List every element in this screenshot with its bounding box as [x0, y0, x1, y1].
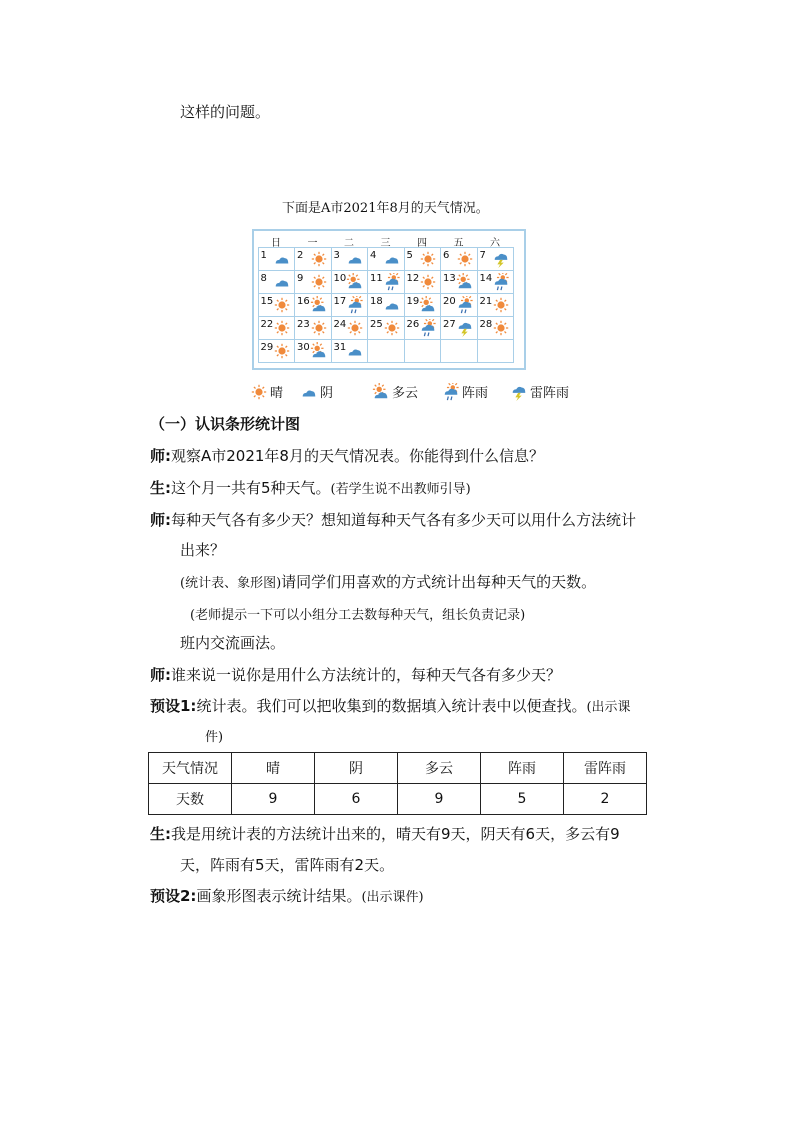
calendar-cell	[477, 270, 515, 294]
cloud-icon	[300, 383, 318, 401]
legend-label: 雷阵雨	[530, 386, 570, 401]
speaker: 生:	[150, 479, 171, 497]
calendar-caption: 下面是A市2021年8月的天气情况。	[282, 201, 489, 216]
thunderstorm-icon	[492, 250, 510, 268]
speaker: 生:	[150, 825, 171, 843]
thunderstorm-icon	[456, 319, 474, 337]
shower-icon	[383, 273, 401, 291]
day-number: 12	[406, 272, 420, 284]
table-header-cell: 多云	[398, 753, 481, 784]
day-number: 6	[443, 249, 450, 261]
teacher-line-2	[150, 510, 636, 530]
legend-item	[442, 382, 488, 401]
table-cell: 天数	[149, 784, 232, 815]
table-row	[149, 784, 647, 815]
day-number: 9	[297, 272, 304, 284]
day-number: 25	[370, 319, 383, 331]
calendar-cell	[367, 339, 405, 363]
line-text: 我是用统计表的方法统计出来的，晴天有9天，阴天有6天，多云有9	[171, 825, 620, 843]
calendar-cell	[331, 247, 369, 271]
calendar-cell	[294, 293, 332, 317]
shower-icon	[419, 319, 437, 337]
sun-icon	[492, 319, 510, 337]
calendar-cell	[404, 339, 442, 363]
day-number: 11	[370, 272, 383, 284]
calendar-cell	[258, 270, 296, 294]
calendar-cell	[331, 339, 369, 363]
calendar-cell	[477, 339, 515, 363]
partly-cloudy-icon	[310, 342, 328, 360]
preset-1-note-cont: 件)	[205, 730, 224, 745]
preset-1	[150, 696, 631, 718]
day-number: 3	[333, 249, 340, 261]
day-number: 30	[297, 342, 310, 354]
line-note: (若学生说不出教师引导)	[330, 482, 471, 497]
sun-icon	[492, 296, 510, 314]
table-header-cell: 天气情况	[149, 753, 232, 784]
preset-label: 预设1:	[150, 697, 197, 715]
day-number: 15	[260, 295, 274, 307]
day-number: 26	[406, 319, 420, 331]
day-number: 28	[479, 319, 493, 331]
day-number: 1	[260, 249, 267, 261]
cloud-icon	[383, 296, 401, 314]
day-number: 31	[333, 342, 347, 354]
day-number: 13	[443, 272, 456, 284]
day-number: 16	[297, 295, 310, 307]
line-text: 谁来说一说你是用什么方法统计的，每种天气各有多少天？	[171, 666, 562, 684]
shower-icon	[442, 383, 460, 401]
weekday-header: 二	[344, 238, 354, 249]
calendar-cell	[294, 316, 332, 340]
sun-icon	[273, 342, 291, 360]
teacher-line-1	[150, 446, 544, 466]
legend-label: 阴	[320, 386, 334, 401]
sun-icon	[310, 250, 328, 268]
table-header-cell: 阴	[315, 753, 398, 784]
table-cell: 9	[398, 784, 481, 815]
table-header-cell: 晴	[232, 753, 315, 784]
legend-item	[372, 382, 418, 401]
legend-item	[510, 382, 569, 401]
student-line-1	[150, 478, 471, 500]
cloud-icon	[383, 250, 401, 268]
day-number: 17	[333, 295, 347, 307]
calendar-cell	[367, 293, 405, 317]
legend-label: 阵雨	[462, 386, 489, 401]
day-number: 24	[333, 319, 347, 331]
cloud-icon	[273, 273, 291, 291]
cloud-icon	[273, 250, 291, 268]
weekday-header: 四	[417, 238, 427, 249]
table-header-row	[149, 753, 647, 784]
speaker: 师:	[150, 511, 171, 529]
calendar-cell	[331, 316, 369, 340]
calendar-cell	[477, 293, 515, 317]
preset-2	[150, 886, 424, 908]
calendar-cell	[477, 316, 515, 340]
calendar-cell	[404, 247, 442, 271]
weekday-header: 六	[490, 238, 500, 249]
calendar-cell	[440, 293, 478, 317]
line-text: 每种天气各有多少天？想知道每种天气各有多少天可以用什么方法统计	[171, 511, 637, 529]
day-number: 29	[260, 342, 274, 354]
teacher-line-2-cont: 出来？	[180, 541, 226, 559]
calendar-cell	[331, 270, 369, 294]
line-text: 统计表。我们可以把收集到的数据填入统计表中以便查找。	[196, 697, 587, 715]
calendar-cell	[367, 270, 405, 294]
sun-icon	[419, 273, 437, 291]
shower-icon	[456, 296, 474, 314]
table-header-cell: 雷阵雨	[564, 753, 647, 784]
sun-icon	[383, 319, 401, 337]
intro-line: 这样的问题。	[180, 103, 271, 121]
weekday-header: 五	[453, 238, 464, 249]
cloud-icon	[346, 342, 364, 360]
legend-item	[250, 382, 283, 401]
line-note: (统计表、象形图)	[180, 576, 282, 591]
sun-icon	[346, 319, 364, 337]
day-number: 4	[370, 249, 377, 261]
day-number: 10	[333, 272, 347, 284]
student-line-2-cont: 天，阵雨有5天，雷阵雨有2天。	[180, 856, 395, 874]
calendar-cell	[477, 247, 515, 271]
day-number: 20	[443, 295, 456, 307]
day-number: 8	[260, 272, 267, 284]
table-header-cell: 阵雨	[481, 753, 564, 784]
calendar-cell	[440, 316, 478, 340]
day-number: 23	[297, 319, 310, 331]
legend-item	[300, 382, 333, 401]
day-number: 27	[443, 319, 456, 331]
legend-label: 多云	[392, 386, 419, 401]
shower-icon	[346, 296, 364, 314]
weekday-header: 三	[380, 238, 391, 249]
partly-cloudy-icon	[456, 273, 474, 291]
partly-cloudy-icon	[372, 383, 390, 401]
student-line-2	[150, 824, 620, 844]
sun-icon	[456, 250, 474, 268]
day-number: 14	[479, 272, 493, 284]
day-number: 7	[479, 249, 486, 261]
paragraph-3: 班内交流画法。	[180, 634, 286, 652]
day-number: 18	[370, 295, 383, 307]
line-note: (出示课	[586, 700, 631, 715]
day-number: 21	[479, 295, 493, 307]
section-title: （一）认识条形统计图	[150, 415, 301, 433]
sun-icon	[273, 319, 291, 337]
sun-icon	[250, 383, 268, 401]
calendar-cell	[294, 270, 332, 294]
calendar-cell	[440, 247, 478, 271]
day-number: 19	[406, 295, 420, 307]
weekday-header: 日	[271, 238, 281, 249]
paragraph-2-note: (老师提示一下可以小组分工去数每种天气，组长负责记录)	[190, 608, 526, 623]
table-cell: 5	[481, 784, 564, 815]
weather-calendar	[252, 229, 526, 370]
paragraph-1	[180, 572, 596, 594]
day-number: 5	[406, 249, 413, 261]
partly-cloudy-icon	[419, 296, 437, 314]
calendar-cell	[404, 270, 442, 294]
sun-icon	[273, 296, 291, 314]
weekday-header: 一	[307, 238, 318, 249]
calendar-cell	[440, 270, 478, 294]
calendar-cell	[440, 339, 478, 363]
calendar-cell	[367, 316, 405, 340]
teacher-line-3	[150, 665, 561, 685]
line-text: 画象形图表示统计结果。	[196, 887, 362, 905]
line-text: 这个月一共有5种天气。	[171, 479, 331, 497]
calendar-cell	[404, 316, 442, 340]
calendar-cell	[331, 293, 369, 317]
table-cell: 9	[232, 784, 315, 815]
table-cell: 2	[564, 784, 647, 815]
thunderstorm-icon	[510, 383, 528, 401]
sun-icon	[310, 319, 328, 337]
calendar-cell	[404, 293, 442, 317]
cloud-icon	[346, 250, 364, 268]
line-text: 请同学们用喜欢的方式统计出每种天气的天数。	[281, 573, 597, 591]
day-number: 22	[260, 319, 274, 331]
sun-icon	[419, 250, 437, 268]
shower-icon	[492, 273, 510, 291]
legend-label: 晴	[270, 386, 284, 401]
speaker: 师:	[150, 447, 171, 465]
line-text: 观察A市2021年8月的天气情况表。你能得到什么信息？	[171, 447, 544, 465]
calendar-cell	[258, 247, 296, 271]
calendar-cell	[367, 247, 405, 271]
partly-cloudy-icon	[346, 273, 364, 291]
calendar-cell	[258, 293, 296, 317]
calendar-cell	[294, 247, 332, 271]
calendar-cell	[294, 339, 332, 363]
table-cell: 6	[315, 784, 398, 815]
speaker: 师:	[150, 666, 171, 684]
day-number: 2	[297, 249, 304, 261]
calendar-cell	[258, 339, 296, 363]
line-note: (出示课件)	[361, 890, 424, 905]
weather-stats-table	[148, 752, 647, 815]
calendar-cell	[258, 316, 296, 340]
preset-label: 预设2:	[150, 887, 197, 905]
sun-icon	[310, 273, 328, 291]
partly-cloudy-icon	[310, 296, 328, 314]
